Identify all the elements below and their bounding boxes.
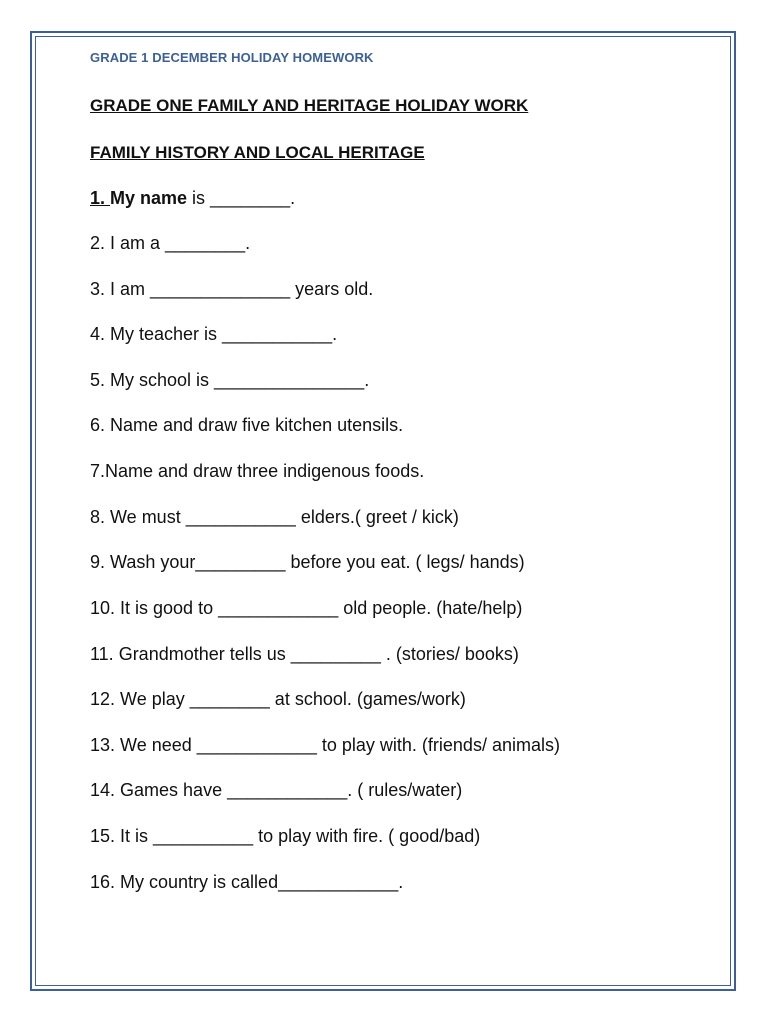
question-1 bbox=[90, 188, 295, 209]
worksheet-title: GRADE ONE FAMILY AND HERITAGE HOLIDAY WORK bbox=[90, 96, 529, 115]
question-3: 3. I am ______________ years old. bbox=[90, 279, 374, 299]
document-header: GRADE 1 DECEMBER HOLIDAY HOMEWORK bbox=[90, 50, 374, 65]
worksheet-subtitle: FAMILY HISTORY AND LOCAL HERITAGE bbox=[90, 143, 425, 162]
question-5: 5. My school is _______________. bbox=[90, 370, 370, 390]
question-4: 4. My teacher is ___________. bbox=[90, 324, 338, 344]
question-16: 16. My country is called____________. bbox=[90, 872, 404, 892]
question-10: 10. It is good to ____________ old people. (hate/help) bbox=[90, 598, 523, 618]
question-1-bold-text: My name bbox=[110, 188, 188, 208]
question-1-text: is ________. bbox=[187, 188, 296, 208]
question-1-number: 1. bbox=[90, 188, 111, 208]
question-12: 12. We play ________ at school. (games/work) bbox=[90, 689, 466, 709]
question-14: 14. Games have ____________. ( rules/water) bbox=[90, 780, 463, 800]
question-13: 13. We need ____________ to play with. (friends/ animals) bbox=[90, 735, 560, 755]
question-15: 15. It is __________ to play with fire. ( good/bad) bbox=[90, 826, 481, 846]
question-9: 9. Wash your_________ before you eat. ( legs/ hands) bbox=[90, 552, 525, 572]
question-2: 2. I am a ________. bbox=[90, 233, 251, 253]
question-7: 7.Name and draw three indigenous foods. bbox=[90, 461, 425, 481]
question-11: 11. Grandmother tells us _________ . (stories/ books) bbox=[90, 644, 519, 664]
question-8: 8. We must ___________ elders.( greet / kick) bbox=[90, 507, 459, 527]
question-6: 6. Name and draw five kitchen utensils. bbox=[90, 415, 404, 435]
